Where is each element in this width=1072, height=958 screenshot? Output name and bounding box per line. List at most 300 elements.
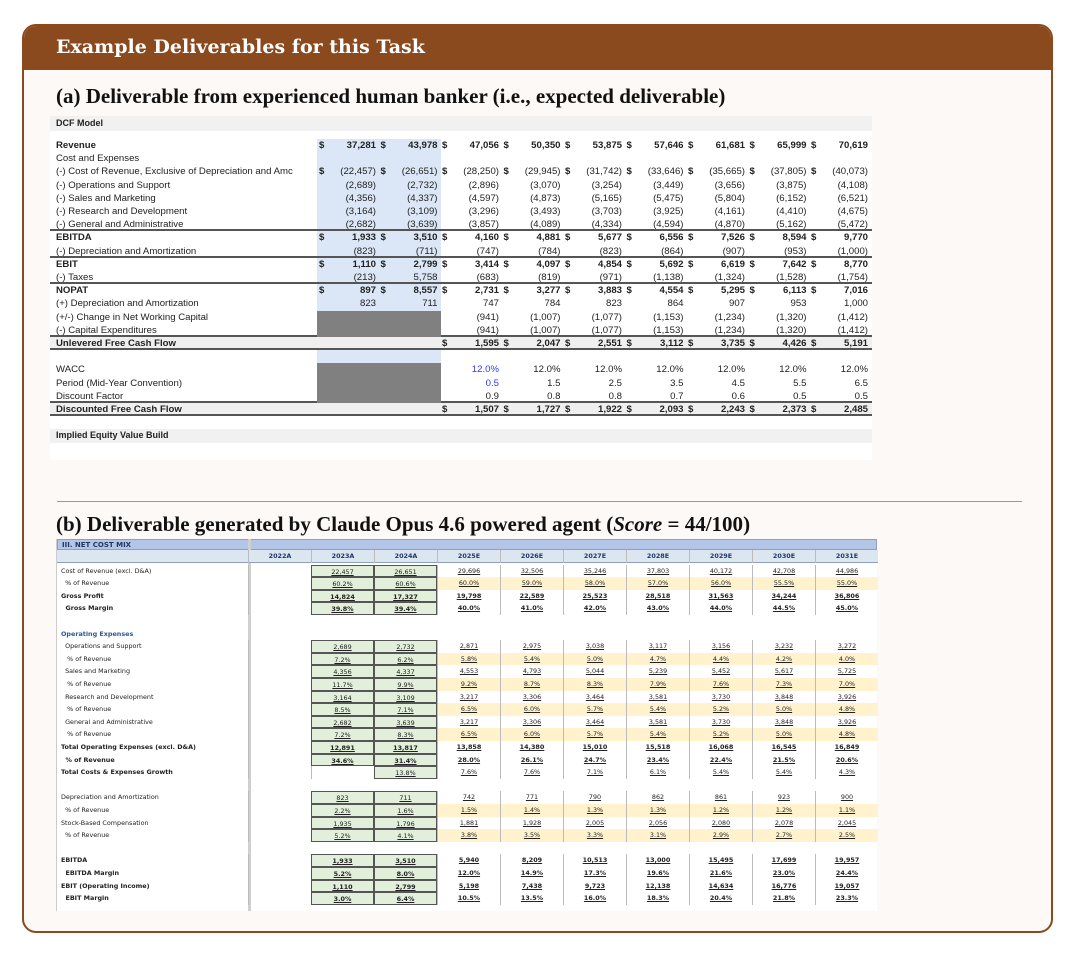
cost-mix-cell [752, 817, 815, 830]
cost-mix-row-label: Depreciation and Amortization [61, 793, 159, 802]
cost-mix-title: III. NET COST MIX [57, 539, 877, 550]
dcf-cell: 1,110 [352, 258, 376, 270]
dcf-row [50, 139, 872, 152]
cost-mix-row-label: % of Revenue [61, 730, 112, 739]
dcf-cell: (5,475) [653, 192, 684, 204]
cost-mix-cell [689, 665, 752, 678]
cost-mix-cell [752, 716, 815, 729]
dcf-cell: 12.0% [471, 364, 499, 376]
cost-mix-cell [626, 791, 689, 804]
cell-value: 7.9% [649, 680, 667, 688]
cell-value: 7.3% [775, 680, 793, 688]
cost-mix-cell [563, 741, 626, 754]
cost-mix-row-label: Research and Development [61, 692, 154, 701]
cell-value: 7.2% [334, 731, 351, 740]
cost-mix-cell [626, 854, 689, 867]
cell-value: 862 [651, 793, 665, 802]
dcf-row-label: (-) General and Administrative [56, 219, 184, 231]
cost-mix-cell [311, 880, 374, 893]
cost-mix-cell [815, 754, 878, 767]
dcf-cell: 4,881 [536, 232, 561, 244]
cell-value: 5.4% [712, 768, 730, 777]
cell-value: 2.2% [334, 807, 351, 815]
cost-mix-cell [815, 728, 878, 741]
cost-mix-cell [689, 653, 752, 666]
dcf-cell: 0.5 [793, 390, 807, 402]
dcf-cell: (864) [661, 245, 684, 257]
dcf-cell: 12.0% [533, 364, 561, 376]
dcf-cell: 747 [482, 298, 499, 310]
cell-value: 40.0% [457, 604, 481, 613]
cost-mix-row [57, 678, 878, 691]
cost-mix-cell [815, 590, 878, 603]
cell-value: 3.3% [586, 831, 604, 840]
cost-mix-cell [626, 590, 689, 603]
cost-mix-cell [752, 804, 815, 817]
cost-mix-row [57, 628, 878, 641]
cost-mix-cell [500, 854, 563, 867]
cost-mix-row [57, 577, 878, 590]
cost-mix-cell [311, 804, 374, 817]
dcf-cell: (784) [538, 245, 561, 257]
year-header: 2030E [752, 550, 815, 563]
cost-mix-row-label: EBIT Margin [61, 894, 109, 903]
cost-mix-cell [311, 741, 374, 754]
cost-mix-cell [437, 817, 500, 830]
currency-symbol: $ [811, 232, 817, 244]
cost-mix-cell [689, 716, 752, 729]
dcf-cell: (971) [599, 272, 622, 283]
cost-mix-cell [815, 565, 878, 578]
cell-value: 14.9% [520, 869, 544, 877]
cost-mix-cell [752, 880, 815, 893]
dcf-cell: (4,108) [837, 179, 868, 191]
dcf-cell: 2,093 [659, 404, 684, 415]
cell-value: 900 [840, 793, 854, 802]
cost-mix-cell [374, 880, 437, 893]
cost-mix-cell [689, 766, 752, 779]
cost-mix-row-label: % of Revenue [61, 755, 115, 764]
cell-value: 5.2% [334, 832, 351, 841]
cost-mix-cell [689, 880, 752, 893]
cost-mix-cell [374, 602, 437, 615]
cell-value: 19.6% [646, 869, 670, 877]
dcf-cell: (31,742) [586, 166, 622, 178]
cost-mix-cell [689, 691, 752, 704]
empty-2022a-cell [248, 716, 311, 729]
currency-symbol: $ [442, 285, 448, 297]
cost-mix-cell [752, 829, 815, 842]
card-header: Example Deliverables for this Task [24, 26, 1051, 70]
cost-mix-cell [563, 804, 626, 817]
cost-mix-row [57, 653, 878, 666]
cost-mix-cell [311, 653, 374, 666]
dcf-cell: (4,870) [714, 219, 745, 231]
cell-value: 55.0% [836, 579, 858, 588]
currency-symbol: $ [503, 166, 509, 178]
cost-mix-cell [563, 817, 626, 830]
dcf-cell: (1,077) [591, 311, 622, 323]
cell-value: 15,010 [582, 743, 608, 751]
currency-symbol: $ [626, 285, 632, 297]
cost-mix-cell [374, 716, 437, 729]
dcf-row-label: EBITDA [56, 232, 92, 244]
cell-value: 29,696 [457, 566, 481, 575]
cost-mix-cell [374, 817, 437, 830]
dcf-cell: (711) [415, 245, 438, 257]
cost-mix-cell [500, 678, 563, 691]
cost-mix-row [57, 892, 878, 905]
cell-value: 3.5% [523, 831, 541, 840]
cost-mix-cell [815, 653, 878, 666]
cost-mix-cell [311, 691, 374, 704]
cost-mix-cell [563, 665, 626, 678]
cell-value: 7.2% [334, 655, 351, 664]
cost-mix-cell [563, 590, 626, 603]
cell-value: 59.0% [521, 579, 543, 588]
cost-mix-cell [500, 691, 563, 704]
currency-symbol: $ [749, 338, 755, 349]
cell-value: 1.3% [649, 806, 667, 814]
currency-symbol: $ [442, 140, 448, 151]
cell-value: 5,617 [774, 667, 794, 676]
cost-mix-row-label: % of Revenue [61, 579, 110, 588]
cell-value: 14,824 [330, 592, 355, 601]
cell-value: 26.1% [520, 755, 544, 764]
cost-mix-cell [689, 577, 752, 590]
cell-value: 6.5% [460, 705, 478, 714]
cell-value: 8.0% [396, 870, 415, 878]
dcf-row-label: Revenue [56, 140, 96, 151]
dcf-cell: (941) [476, 324, 499, 336]
dcf-cell: (5,804) [714, 192, 745, 204]
cost-mix-cell [437, 577, 500, 590]
cost-mix-cell [437, 716, 500, 729]
empty-2022a-cell [248, 880, 311, 893]
cost-mix-cell [374, 703, 437, 716]
cell-value: 5.2% [333, 870, 352, 878]
dcf-cell: (1,320) [776, 324, 807, 336]
dcf-cell: 50,350 [531, 140, 561, 151]
cost-mix-cell [311, 577, 374, 590]
cost-mix-cell [500, 741, 563, 754]
cost-mix-cell [815, 766, 878, 779]
cost-mix-cell [815, 602, 878, 615]
dcf-cell: 0.9 [485, 390, 499, 402]
dcf-cell: (4,597) [468, 192, 499, 204]
cost-mix-cell [689, 590, 752, 603]
currency-symbol: $ [626, 232, 632, 244]
currency-symbol: $ [688, 285, 694, 297]
cost-mix-cell [626, 804, 689, 817]
cell-value: 1,796 [396, 819, 415, 828]
dcf-row [50, 337, 872, 350]
dcf-row [50, 377, 872, 390]
dcf-cell: 4,426 [782, 338, 807, 349]
cell-value: 771 [525, 793, 539, 802]
year-header: 2027E [563, 550, 626, 563]
deliverables-card [22, 24, 1053, 933]
dcf-row-label: Unlevered Free Cash Flow [56, 338, 176, 349]
cell-value: 60.6% [395, 580, 416, 589]
cost-mix-row-label: Sales and Marketing [61, 667, 131, 676]
empty-2022a-cell [248, 804, 311, 817]
empty-2022a-cell [248, 867, 311, 880]
dcf-cell: (3,164) [345, 206, 376, 217]
dcf-cell: (1,007) [530, 311, 561, 323]
cell-value: 2,078 [774, 818, 794, 827]
cost-mix-cell [437, 867, 500, 880]
cell-value: 21.6% [709, 869, 733, 877]
dcf-cell: 65,999 [777, 140, 807, 151]
net-cost-mix-sheet [56, 539, 877, 911]
cell-value: 1.1% [838, 806, 856, 814]
cell-value: 21.5% [772, 755, 796, 764]
dcf-row-label: Period (Mid-Year Convention) [56, 377, 183, 389]
cell-value: 28.0% [457, 755, 481, 764]
cell-value: 16,849 [834, 743, 860, 751]
cost-mix-cell [689, 703, 752, 716]
cost-mix-cell [437, 653, 500, 666]
dcf-cell: 0.8 [547, 390, 561, 402]
cell-value: 6.2% [397, 655, 414, 664]
currency-symbol: $ [688, 338, 694, 349]
cell-value: 5,239 [648, 667, 668, 676]
currency-symbol: $ [319, 166, 325, 178]
cost-mix-cell [815, 791, 878, 804]
cost-mix-cell [752, 590, 815, 603]
dcf-row-label: (-) Operations and Support [56, 179, 171, 191]
section-divider [57, 501, 1022, 502]
dcf-cell: (4,594) [653, 219, 684, 231]
cost-mix-cell [500, 640, 563, 653]
cost-mix-cell [815, 829, 878, 842]
cost-mix-row [57, 842, 878, 855]
currency-symbol: $ [442, 166, 448, 178]
year-header: 2024A [374, 550, 437, 563]
cell-value: 8.3% [586, 680, 604, 688]
score-value: = 44/100 [662, 512, 744, 536]
cost-mix-row-label: Operations and Support [61, 642, 142, 651]
dcf-cell: 12.0% [594, 364, 622, 376]
cell-value: 4,337 [396, 668, 415, 677]
dcf-cell: 2,551 [597, 338, 622, 349]
cell-value: 13,000 [645, 856, 671, 865]
cell-value: 4.3% [838, 768, 856, 777]
dcf-cell: 0.5 [854, 390, 868, 402]
cost-mix-cell [500, 602, 563, 615]
dcf-cell: (819) [538, 272, 561, 283]
cost-mix-cell [563, 602, 626, 615]
cost-mix-cell [437, 590, 500, 603]
cell-value: 3,464 [585, 717, 605, 726]
cost-mix-cell [752, 565, 815, 578]
dcf-cell: 823 [359, 298, 376, 310]
cost-mix-row [57, 665, 878, 678]
year-header: 2026E [500, 550, 563, 563]
cost-mix-cell [563, 640, 626, 653]
dcf-cell: (3,703) [591, 206, 622, 217]
currency-symbol: $ [626, 166, 632, 178]
cost-mix-cell [437, 791, 500, 804]
cell-value: 23.4% [646, 755, 670, 764]
cell-value: 34,244 [771, 591, 797, 600]
cost-mix-cell [311, 665, 374, 678]
cost-mix-cell [374, 590, 437, 603]
currency-symbol: $ [442, 232, 448, 244]
cell-value: 4,356 [333, 668, 352, 677]
cell-value: 12.0% [457, 869, 481, 877]
dcf-cell: 0.6 [731, 390, 745, 402]
cell-value: 12,891 [330, 744, 355, 752]
dcf-cell: 2,243 [720, 404, 745, 415]
cost-mix-row [57, 854, 878, 867]
cost-mix-cell [374, 892, 437, 905]
empty-2022a-cell [248, 565, 311, 578]
input-placeholder-block [317, 390, 441, 403]
dcf-cell: 5,758 [413, 272, 438, 283]
cost-mix-cell [752, 728, 815, 741]
currency-symbol: $ [688, 166, 694, 178]
cost-mix-cell [563, 766, 626, 779]
dcf-cell: 8,557 [413, 285, 438, 297]
dcf-cell: (1,412) [837, 324, 868, 336]
dcf-row [50, 218, 872, 231]
cell-value: 28,518 [645, 591, 671, 600]
cell-value: 4.2% [775, 654, 793, 663]
dcf-cell: 897 [359, 285, 376, 297]
dcf-cell: (3,109) [407, 206, 438, 217]
dcf-row-label: Discounted Free Cash Flow [56, 404, 182, 415]
cell-value: 60.0% [458, 579, 480, 588]
cost-mix-cell [374, 565, 437, 578]
dcf-cell: (29,945) [524, 166, 561, 178]
cell-value: 13,858 [456, 743, 482, 751]
cost-mix-cell [689, 804, 752, 817]
dcf-cell: 5.5 [793, 377, 807, 389]
input-placeholder-block [317, 311, 441, 324]
dcf-cell: 2,731 [474, 285, 499, 297]
cell-value: 3,730 [711, 692, 731, 701]
empty-2022a-cell [248, 854, 311, 867]
cost-mix-row [57, 640, 878, 653]
dcf-cell: 2,485 [843, 404, 868, 415]
dcf-cell: 5,692 [659, 258, 684, 270]
cost-mix-cell [626, 691, 689, 704]
dcf-cell: 2.5 [608, 377, 622, 389]
dcf-cell: 2,373 [782, 404, 807, 415]
cell-value: 1.6% [397, 807, 414, 815]
cost-mix-cell [500, 867, 563, 880]
cell-value: 22,457 [331, 567, 354, 576]
dcf-cell: (683) [476, 272, 499, 283]
currency-symbol: $ [380, 140, 386, 151]
dcf-cell: 7,642 [782, 258, 807, 270]
cell-value: 2,799 [395, 882, 416, 891]
cost-mix-cell [689, 754, 752, 767]
currency-symbol: $ [688, 404, 694, 415]
dcf-row-label: (-) Taxes [56, 272, 94, 283]
dcf-cell: 12.0% [779, 364, 807, 376]
dcf-cell: (5,472) [837, 219, 868, 231]
currency-symbol: $ [319, 258, 325, 270]
cost-mix-row-label: Cost of Revenue (excl. D&A) [61, 566, 152, 575]
cost-mix-cell [563, 880, 626, 893]
year-header: 2028E [626, 550, 689, 563]
currency-symbol: $ [442, 338, 448, 349]
input-placeholder-block [317, 324, 441, 337]
cell-value: 7.1% [397, 706, 414, 715]
cell-value: 40,172 [709, 566, 733, 575]
cell-value: 3,926 [837, 692, 857, 701]
dcf-row [50, 284, 872, 297]
cost-mix-row-label: Gross Margin [61, 604, 114, 613]
dcf-row [50, 271, 872, 284]
dcf-cell: (4,089) [530, 219, 561, 231]
cost-mix-cell [752, 640, 815, 653]
cost-mix-row [57, 691, 878, 704]
dcf-cell: (40,073) [832, 166, 868, 178]
cost-mix-cell [311, 716, 374, 729]
currency-symbol: $ [319, 285, 325, 297]
dcf-cell: 12.0% [717, 364, 745, 376]
cost-mix-cell [374, 766, 437, 779]
cost-mix-cell [500, 577, 563, 590]
cell-value: 3,156 [711, 642, 731, 651]
cost-mix-cell [437, 741, 500, 754]
cost-mix-cell [500, 728, 563, 741]
cell-value: 1.5% [460, 806, 478, 814]
cell-value: 5,725 [837, 667, 857, 676]
cost-mix-cell [563, 754, 626, 767]
dcf-cell: 907 [728, 298, 745, 310]
cost-mix-cell [374, 791, 437, 804]
cell-value: 17,327 [393, 592, 418, 601]
cost-mix-cell [500, 716, 563, 729]
cost-mix-row [57, 791, 878, 804]
dcf-cell: (4,873) [530, 192, 561, 204]
cost-mix-cell [437, 665, 500, 678]
cost-mix-cell [563, 703, 626, 716]
cost-mix-cell [437, 703, 500, 716]
cost-mix-cell [437, 678, 500, 691]
dcf-row [50, 165, 872, 178]
cell-value: 3,038 [585, 642, 605, 651]
cost-mix-cell [689, 728, 752, 741]
cell-value: 26,651 [394, 567, 417, 576]
dcf-cell: (1,153) [653, 311, 684, 323]
dcf-cell: (1,324) [714, 272, 745, 283]
cost-mix-row-label: EBITDA Margin [61, 869, 120, 877]
cell-value: 1,928 [522, 818, 542, 827]
cost-mix-cell [311, 640, 374, 653]
cell-value: 44,986 [835, 566, 859, 575]
cell-value: 2,005 [585, 818, 605, 827]
currency-symbol: $ [380, 285, 386, 297]
currency-symbol: $ [565, 258, 571, 270]
cell-value: 2,056 [648, 818, 668, 827]
cell-value: 21.8% [772, 894, 796, 903]
cell-value: 8.3% [397, 731, 414, 740]
dcf-cell: 0.5 [485, 377, 499, 389]
currency-symbol: $ [380, 166, 386, 178]
cell-value: 6.4% [396, 895, 415, 904]
dcf-row [50, 324, 872, 337]
cost-mix-row [57, 728, 878, 741]
dcf-row [50, 179, 872, 192]
cell-value: 2.7% [775, 831, 793, 840]
cell-value: 5.7% [586, 730, 604, 739]
